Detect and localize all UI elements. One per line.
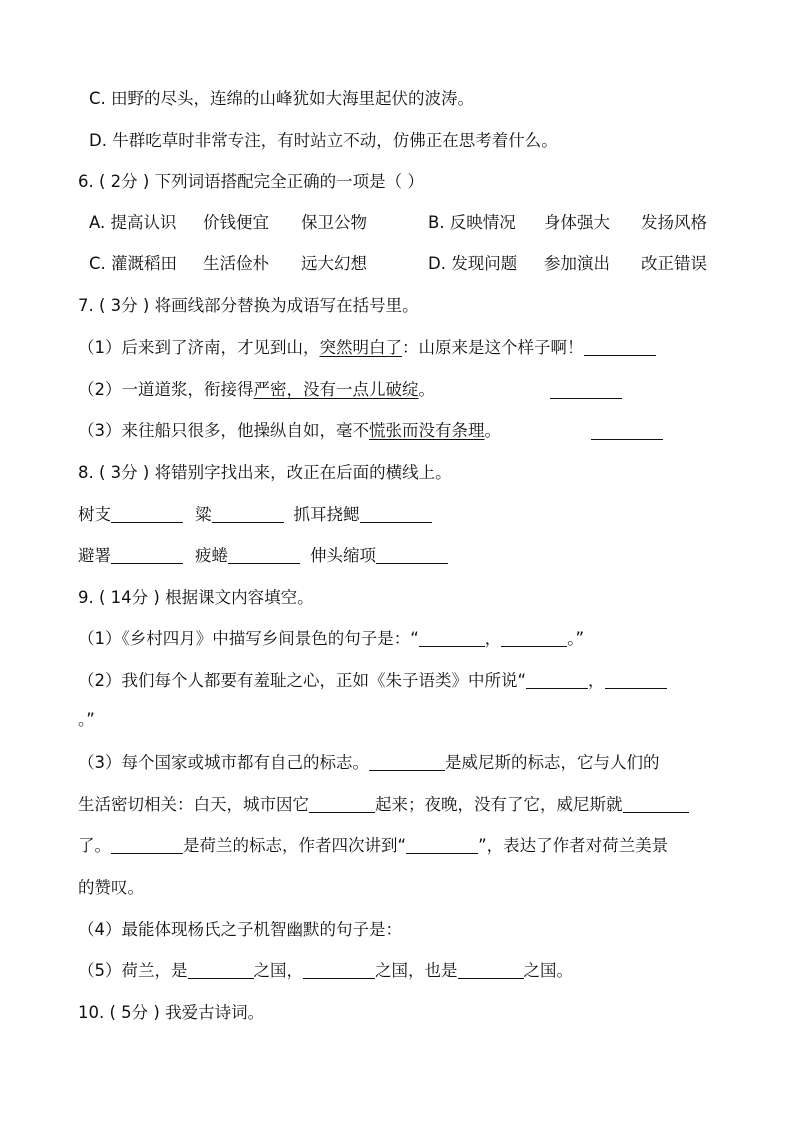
question-9-item-2: （2）我们每个人都要有羞耻之心，正如《朱子语类》中所说“ ， [0,666,794,696]
answer-blank[interactable] [111,545,183,564]
answer-blank[interactable] [111,504,183,523]
question-9-item-4: （4）最能体现杨氏之子机智幽默的句子是： [78,920,402,939]
typo-word: 避署 [78,546,111,565]
answer-blank[interactable] [623,794,689,813]
underlined-phrase: 严密，没有一点儿破绽 [253,380,419,399]
answer-blank[interactable] [458,960,524,979]
answer-blank[interactable] [188,960,254,979]
option-c-word-2: 生活俭朴 [203,254,269,273]
question-9-item-5: （5）荷兰，是 之国， 之国，也是 之国。 [78,961,573,980]
question-8-row-1 [0,500,794,530]
question-8-title: 8. ( 3分 ) 将错别字找出来，改正在后面的横线上。 [78,463,452,482]
question-7-header [0,291,794,321]
answer-blank[interactable] [550,380,622,399]
question-8-header [0,458,794,488]
option-a-word-2: 价钱便宜 [203,213,269,232]
question-7-item-2: （2）一道道浆，衔接得严密，没有一点儿破绽。 [0,375,794,405]
question-9-item-3-line-3: 了。 是荷兰的标志，作者四次讲到“ ”，表达了作者对荷兰美景 [78,836,669,855]
question-9-item-1: （1）《乡村四月》中描写乡间景色的句子是：“ ， 。” [78,629,585,648]
question-9-title: 9. ( 14分 ) 根据课文内容填空。 [78,588,314,607]
answer-blank[interactable] [406,835,478,854]
typo-word: 粱 [195,505,212,524]
underlined-phrase: 突然明白了 [319,338,402,357]
option-c-word-3: 远大幻想 [301,254,367,273]
answer-blank[interactable] [360,504,432,523]
option-b-word-3: 发扬风格 [641,213,707,232]
option-b-word-2: 身体强大 [544,213,610,232]
option-d-word-2: 参加演出 [544,254,610,273]
answer-blank[interactable] [526,670,588,689]
answer-blank[interactable] [584,337,656,356]
answer-blank[interactable] [228,545,300,564]
question-6-title: 6. ( 2分 ) 下列词语搭配完全正确的一项是（ ） [78,172,424,191]
option-c-text: C. 田野的尽头，连绵的山峰犹如大海里起伏的波涛。 [89,89,475,108]
question-9-item-3-line-2: 生活密切相关：白天，城市因它 起来；夜晚，没有了它，威尼斯就 [0,790,794,820]
typo-word: 树支 [78,505,111,524]
option-d-text: D. 牛群吃草时非常专注，有时站立不动，仿佛正在思考着什么。 [89,131,558,150]
underlined-phrase: 慌张而没有条理 [369,421,485,440]
question-7-item-3: （3）来往船只很多，他操纵自如，毫不慌张而没有条理。 [0,416,794,446]
question-9-item-2-cont: 。” [78,710,95,729]
question-7-item-1: （1）后来到了济南，才见到山，突然明白了：山原来是这个样子啊！ [0,333,794,363]
question-9-item-3-line-1: （3）每个国家或城市都有自己的标志。 是威尼斯的标志，它与人们的 [78,753,660,772]
typo-word: 伸头缩项 [310,546,376,565]
question-6-header [0,167,794,197]
answer-blank[interactable] [111,835,183,854]
typo-word: 疲蜷 [195,546,228,565]
option-a-word-3: 保卫公物 [301,213,367,232]
answer-blank[interactable] [605,670,667,689]
question-7-title: 7. ( 3分 ) 将画线部分替换为成语写在括号里。 [78,296,419,315]
answer-blank[interactable] [303,960,375,979]
option-b-word-1: B. 反映情况 [428,213,516,232]
option-c-line [0,84,794,114]
option-d-word-3: 改正错误 [641,254,707,273]
question-8-row-2 [0,541,794,571]
answer-blank[interactable] [376,545,448,564]
typo-word: 抓耳挠鳃 [293,505,360,524]
answer-blank[interactable] [369,752,445,771]
question-10-header [0,998,794,1028]
question-10-title: 10. ( 5分 ) 我爱古诗词。 [78,1003,265,1022]
option-c-word-1: C. 灌溉稻田 [89,254,178,273]
option-d-line [0,126,794,156]
question-6-options-row-1 [0,208,794,238]
answer-blank[interactable] [309,794,375,813]
answer-blank[interactable] [419,628,485,647]
question-9-header [0,583,794,613]
question-6-options-row-2 [0,249,794,279]
option-d-word-1: D. 发现问题 [428,254,518,273]
answer-blank[interactable] [212,504,284,523]
answer-blank[interactable] [501,628,567,647]
option-a-word-1: A. 提高认识 [89,213,177,232]
answer-blank[interactable] [591,421,663,440]
question-9-item-3-line-4: 的赞叹。 [78,878,144,897]
